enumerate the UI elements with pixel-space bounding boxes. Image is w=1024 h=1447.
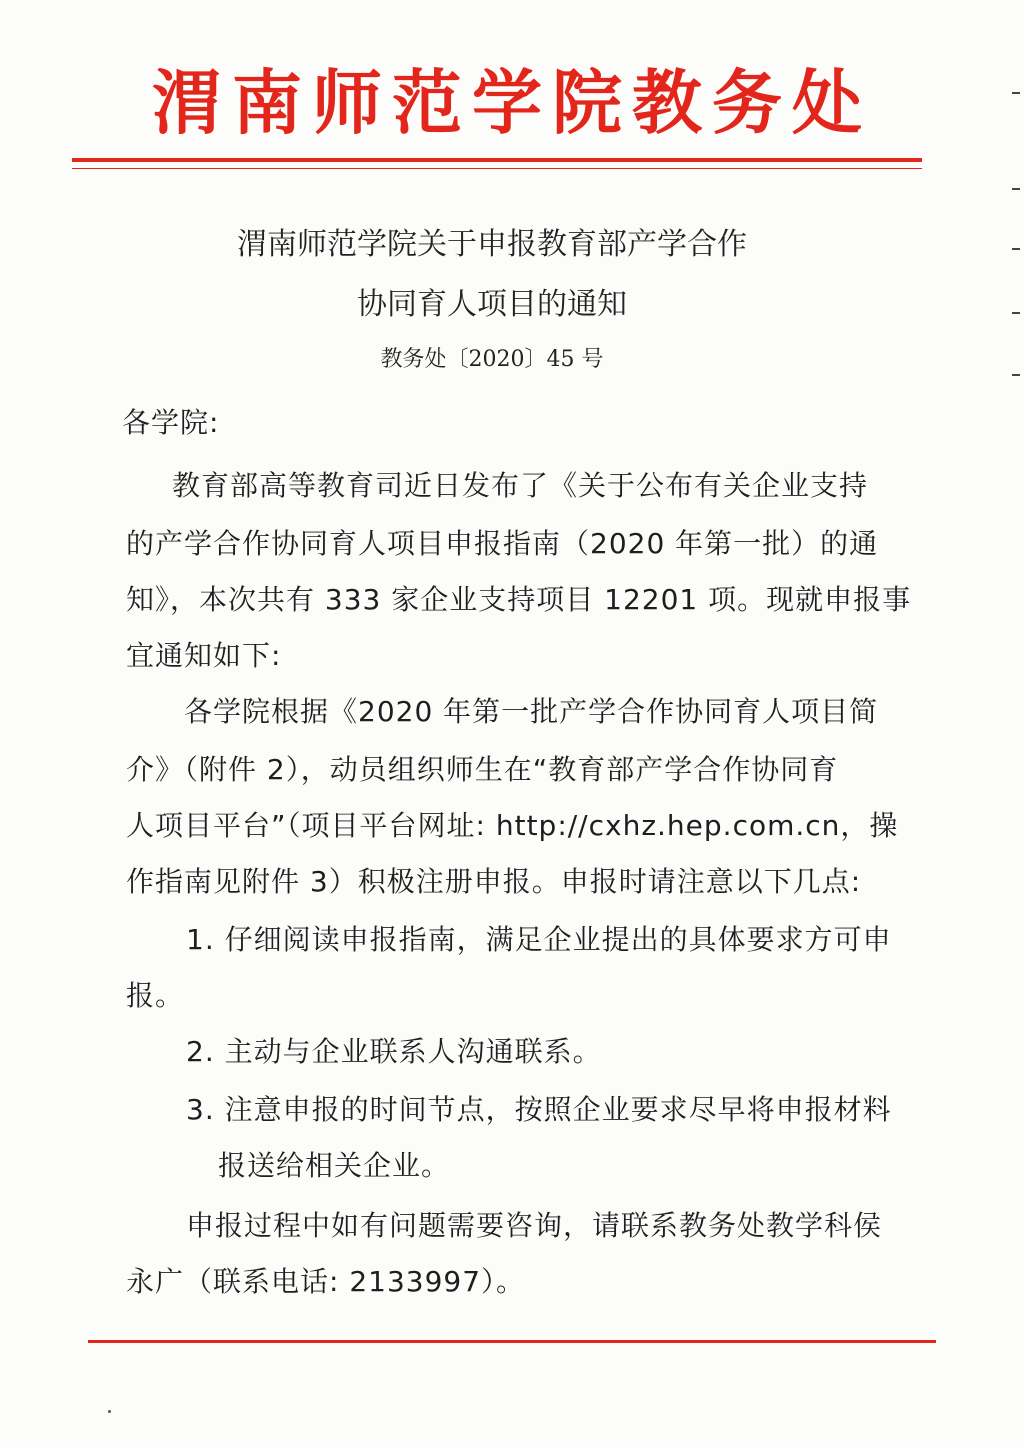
letterhead-rule-thick — [72, 158, 922, 162]
body-line: 宜通知如下: — [126, 639, 282, 672]
binding-mark — [1012, 188, 1020, 190]
body-line: 人项目平台”（项目平台网址: http://cxhz.hep.com.cn，操 — [126, 809, 899, 842]
list-item-3-continued: 报送给相关企业。 — [218, 1149, 451, 1182]
scan-speck — [108, 1410, 111, 1413]
body-line: 作指南见附件 3）积极注册申报。申报时请注意以下几点: — [126, 865, 862, 898]
body-line: 教育部高等教育司近日发布了《关于公布有关企业支持 — [172, 469, 869, 502]
body-line: 的产学合作协同育人项目申报指南（2020 年第一批）的通 — [126, 527, 879, 560]
document-number: 教务处〔2020〕45 号 — [380, 347, 604, 372]
list-item-2: 2. 主动与企业联系人沟通联系。 — [186, 1035, 602, 1068]
binding-mark — [1012, 374, 1020, 376]
list-item-3: 3. 注意申报的时间节点，按照企业要求尽早将申报材料 — [186, 1093, 892, 1126]
contact-line: 申报过程中如有问题需要咨询，请联系教务处教学科侯 — [186, 1209, 883, 1242]
letterhead-org-name: 渭南师范学院教务处 — [152, 61, 872, 144]
binding-mark — [1012, 312, 1020, 314]
binding-mark — [1012, 248, 1020, 250]
list-item-1-continued: 报。 — [126, 979, 185, 1012]
letterhead-rule-thin — [72, 168, 922, 169]
contact-line: 永广（联系电话: 2133997）。 — [126, 1265, 526, 1298]
footer-rule — [88, 1340, 936, 1343]
binding-mark — [1012, 92, 1020, 94]
list-item-1: 1. 仔细阅读申报指南，满足企业提出的具体要求方可申 — [186, 923, 892, 956]
body-line: 介》（附件 2），动员组织师生在“教育部产学合作协同育 — [126, 753, 839, 786]
document-title-line-1: 渭南师范学院关于申报教育部产学合作 — [237, 227, 747, 262]
salutation: 各学院: — [122, 406, 220, 439]
body-line: 知》，本次共有 333 家企业支持项目 12201 项。现就申报事 — [126, 583, 912, 616]
document-title-line-2: 协同育人项目的通知 — [357, 287, 627, 322]
body-line: 各学院根据《2020 年第一批产学合作协同育人项目简 — [184, 695, 879, 728]
